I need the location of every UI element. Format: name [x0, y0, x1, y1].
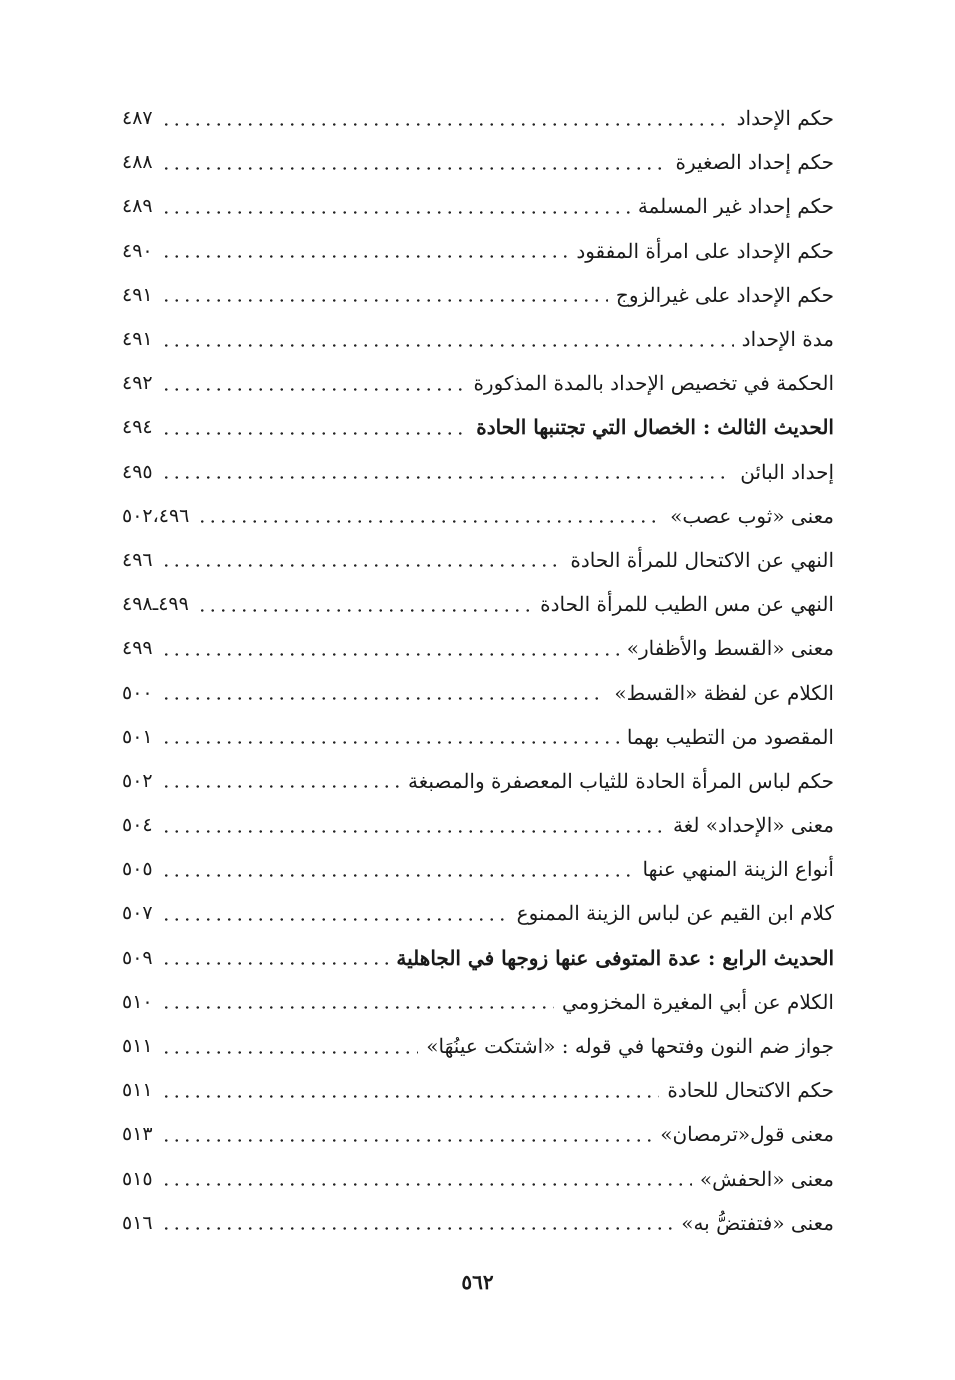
toc-entry-page: ٤٩١ [122, 328, 153, 351]
toc-entry-page: ٤٩٢ [122, 372, 153, 395]
toc-entry-title: معنى «الحفش» [699, 1166, 834, 1191]
toc-entry [122, 715, 834, 759]
toc-entry-page: ٥١٦ [122, 1211, 153, 1234]
toc-entry [122, 847, 834, 891]
toc-entry-page: ٥٠٢،٤٩٦ [122, 504, 190, 527]
toc-entry-title: كلام ابن القيم عن لباس الزينة الممنوع [516, 901, 834, 926]
toc-entry [122, 538, 834, 582]
toc-entry-title: حكم الإحداد [736, 106, 834, 131]
table-of-contents [122, 96, 834, 1245]
toc-entry-title: إحداد البائن [740, 459, 834, 484]
toc-entry-title: حكم إحداد غير المسلمة [637, 194, 834, 219]
toc-leader-dots [161, 564, 563, 567]
toc-leader-dots [161, 653, 619, 656]
toc-entry-page: ٥١١ [122, 1035, 153, 1058]
toc-entry-title: المقصود من التطيب بهما [626, 724, 834, 749]
toc-entry [122, 1112, 834, 1156]
toc-entry-page: ٤٩٥ [122, 460, 153, 483]
toc-entry-page: ٥٠٠ [122, 681, 153, 704]
toc-entry [122, 1201, 834, 1245]
toc-entry-page: ٥١١ [122, 1079, 153, 1102]
toc-entry-title: الحكمة في تخصيص الإحداد بالمدة المذكورة [473, 371, 834, 396]
toc-entry-page: ٤٩٩ـ٤٩٨ [122, 593, 189, 616]
toc-entry-title: الكلام عن أبي المغيرة المخزومي [561, 989, 834, 1014]
toc-leader-dots [161, 830, 665, 833]
toc-entry-page: ٥٠٩ [122, 946, 153, 969]
toc-entry-page: ٤٩٤ [122, 416, 153, 439]
toc-leader-dots [161, 255, 569, 258]
toc-entry-page: ٥١٣ [122, 1123, 153, 1146]
toc-leader-dots [161, 211, 630, 214]
toc-leader-dots [161, 1051, 419, 1054]
page-number: ٥٦٢ [461, 1270, 494, 1294]
toc-section-heading [122, 405, 834, 449]
toc-leader-dots [161, 432, 469, 435]
toc-entry-title: النهي عن مس الطيب للمرأة الحادة [540, 592, 834, 617]
toc-entry-title: حكم الإحداد على غيرالزوج [615, 282, 834, 307]
toc-entry [122, 626, 834, 670]
toc-entry [122, 1157, 834, 1201]
toc-leader-dots [197, 609, 532, 612]
toc-leader-dots [161, 785, 400, 788]
toc-entry-title: الحديث الرابع : عدة المتوفى عنها زوجها في الجاهلية [396, 945, 834, 970]
toc-entry [122, 582, 834, 626]
toc-entry-title: الحديث الثالث : الخصال التي تجتنبها الحادة [476, 415, 834, 440]
toc-leader-dots [161, 918, 509, 921]
toc-entry [122, 450, 834, 494]
toc-entry [122, 1024, 834, 1068]
toc-entry-page: ٤٩٩ [122, 637, 153, 660]
toc-entry [122, 96, 834, 140]
toc-entry-title: حكم الإحداد على امرأة المفقود [576, 238, 834, 263]
toc-entry [122, 140, 834, 184]
toc-entry-title: أنواع الزينة المنهي عنها [642, 857, 834, 882]
toc-entry-title: النهي عن الاكتحال للمرأة الحادة [570, 547, 834, 572]
toc-leader-dots [161, 123, 729, 126]
toc-leader-dots [161, 1095, 660, 1098]
toc-entry-page: ٤٨٧ [122, 107, 153, 130]
toc-entry-title: معنى «ثوب عصب» [670, 503, 834, 528]
toc-entry-page: ٥٠٥ [122, 858, 153, 881]
toc-entry-title: جواز ضم النون وفتحها في قوله : «اشتكت عينُهَا» [426, 1034, 834, 1059]
toc-leader-dots [161, 299, 608, 302]
toc-entry-page: ٥١٠ [122, 990, 153, 1013]
toc-leader-dots [161, 1006, 554, 1009]
toc-leader-dots [161, 1139, 653, 1142]
toc-entry-page: ٤٨٨ [122, 151, 153, 174]
toc-leader-dots [197, 520, 662, 523]
toc-entry [122, 891, 834, 935]
toc-entry-title: معنى «القسط والأظفار» [626, 636, 834, 661]
toc-entry-page: ٤٨٩ [122, 195, 153, 218]
toc-leader-dots [161, 344, 734, 347]
toc-leader-dots [161, 874, 635, 877]
toc-entry-title: معنى «الإحداد» لغة [672, 813, 834, 838]
toc-entry-page: ٥٠٧ [122, 902, 153, 925]
toc-leader-dots [161, 388, 466, 391]
toc-entry-title: الكلام عن لفظة «القسط» [614, 680, 834, 705]
toc-entry [122, 273, 834, 317]
toc-entry [122, 670, 834, 714]
toc-leader-dots [161, 741, 619, 744]
toc-entry-page: ٤٩٦ [122, 548, 153, 571]
toc-entry [122, 317, 834, 361]
toc-leader-dots [161, 476, 733, 479]
toc-entry-title: معنى «فتفتضُّ به» [681, 1210, 834, 1235]
toc-entry-page: ٤٩١ [122, 283, 153, 306]
toc-entry [122, 803, 834, 847]
toc-entry-title: حكم إحداد الصغيرة [675, 150, 834, 175]
toc-entry [122, 184, 834, 228]
toc-entry-page: ٥١٥ [122, 1167, 153, 1190]
toc-entry [122, 361, 834, 405]
toc-entry-page: ٤٩٠ [122, 239, 153, 262]
toc-leader-dots [161, 167, 668, 170]
toc-leader-dots [161, 1183, 692, 1186]
toc-section-heading [122, 936, 834, 980]
toc-entry [122, 759, 834, 803]
toc-entry-title: مدة الإحداد [741, 327, 834, 352]
toc-entry-page: ٥٠٤ [122, 814, 153, 837]
toc-entry [122, 494, 834, 538]
toc-entry-title: معنى قول«ترمصان» [660, 1122, 834, 1147]
toc-entry-title: حكم لباس المرأة الحادة للثياب المعصفرة والمصبغة [408, 768, 834, 793]
toc-entry-page: ٥٠٢ [122, 769, 153, 792]
toc-leader-dots [161, 962, 389, 965]
toc-leader-dots [161, 697, 607, 700]
toc-entry [122, 980, 834, 1024]
toc-entry-title: حكم الاكتحال للحادة [667, 1078, 834, 1103]
toc-entry [122, 1068, 834, 1112]
toc-entry-page: ٥٠١ [122, 725, 153, 748]
toc-leader-dots [161, 1227, 674, 1230]
toc-entry [122, 229, 834, 273]
